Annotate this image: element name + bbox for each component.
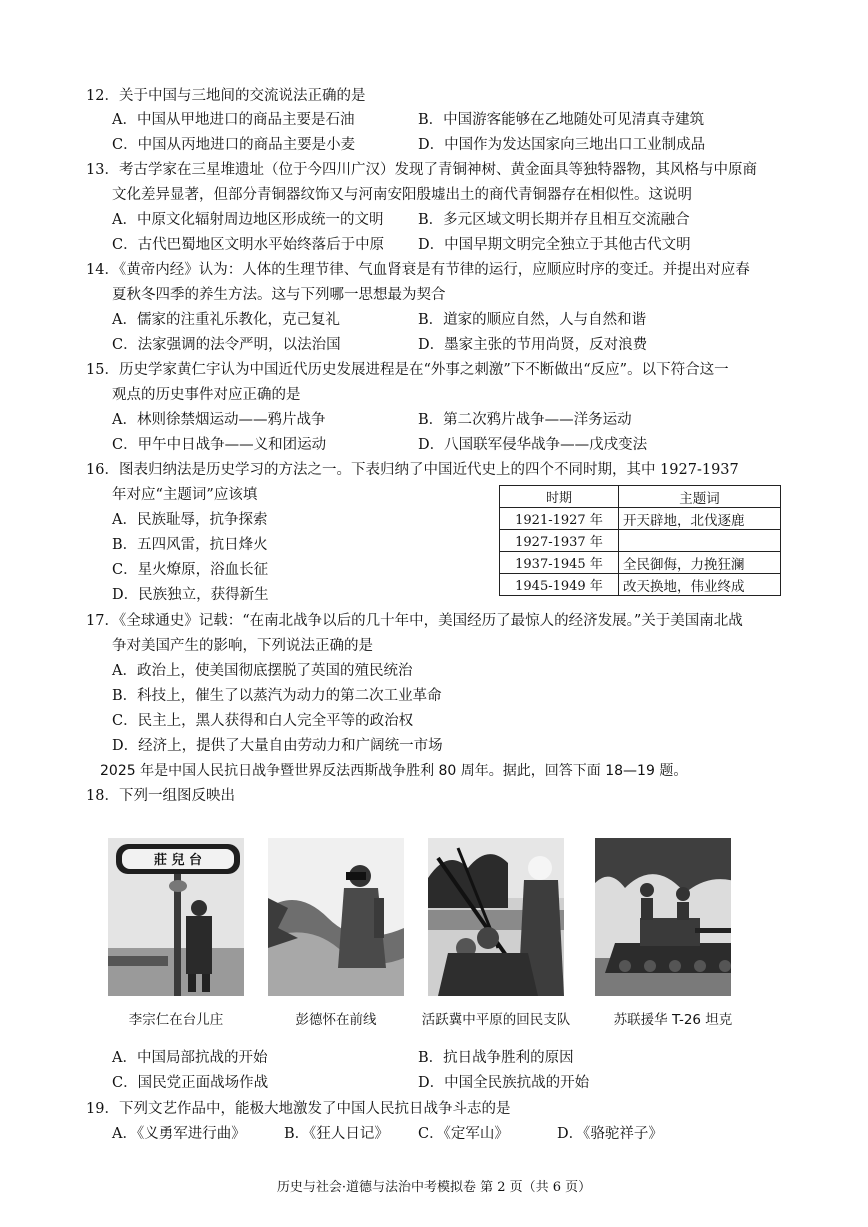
caption-peng-dehuai: 彭德怀在前线: [295, 1012, 377, 1028]
table-cell-theme-blank: [619, 530, 781, 552]
q18-option-b: B．抗日战争胜利的原因: [418, 1050, 574, 1066]
q18-option-d: D．中国全民族抗战的开始: [418, 1075, 590, 1091]
q14-stem-line1: 14．《黄帝内经》认为：人体的生理节律、气血肾衰是有节律的运行，应顺应时序的变迁。并提出对应春: [86, 262, 750, 278]
q16-option-c: C．星火燎原，浴血长征: [112, 562, 269, 578]
caption-hui-detachment: 活跃冀中平原的回民支队: [421, 1012, 571, 1028]
q12-option-b: B．中国游客能够在乙地随处可见清真寺建筑: [418, 112, 705, 128]
q14-stem-line2: 夏秋冬四季的养生方法。这与下列哪一思想最为契合: [112, 287, 446, 303]
q17-option-a: A．政治上，使美国彻底摆脱了英国的殖民统治: [112, 663, 413, 679]
q15-option-c: C．甲午中日战争——义和团运动: [112, 437, 327, 453]
table-cell-period: 1927-1937 年: [500, 530, 619, 552]
q16-option-b: B．五四风雷，抗日烽火: [112, 537, 268, 553]
q15-option-d: D．八国联军侵华战争——戊戌变法: [418, 437, 648, 453]
table-row: [500, 552, 781, 574]
q16-option-a: A．民族耻辱，抗争探索: [112, 512, 268, 528]
q16-option-d: D．民族独立，获得新生: [112, 587, 269, 603]
table-header-row: [500, 486, 781, 508]
q14-option-b: B．道家的顺应自然，人与自然和谐: [418, 312, 647, 328]
q13-option-b: B．多元区域文明长期并存且相互交流融合: [418, 212, 690, 228]
q12-option-a: A．中国从甲地进口的商品主要是石油: [112, 112, 355, 128]
photo-hui-detachment: [428, 838, 564, 996]
q15-option-a: A．林则徐禁烟运动——鸦片战争: [112, 412, 326, 428]
table-header-theme: 主题词: [619, 486, 781, 508]
q18-option-c: C．国民党正面战场作战: [112, 1075, 269, 1091]
table-header-period: 时期: [500, 486, 619, 508]
table-row: [500, 508, 781, 530]
q13-option-d: D．中国早期文明完全独立于其他古代文明: [418, 237, 691, 253]
q12-stem: 12．关于中国与三地间的交流说法正确的是: [86, 88, 366, 104]
table-cell-theme: 改天换地，伟业终成: [619, 574, 781, 596]
q19-stem: 19．下列文艺作品中，能极大地激发了中国人民抗日战争斗志的是: [86, 1101, 511, 1117]
q17-stem-line1: 17．《全球通史》记载：“在南北战争以后的几十年中，美国经历了最惊人的经济发展。”关于美国南北战: [86, 613, 743, 629]
sign-text: 莊 兒 台: [153, 853, 203, 868]
q18-stem: 18．下列一组图反映出: [86, 788, 235, 804]
q18-option-a: A．中国局部抗战的开始: [112, 1050, 268, 1066]
table-cell-theme: 全民御侮，力挽狂澜: [619, 552, 781, 574]
q17-option-d: D．经济上，提供了大量自由劳动力和广阔统一市场: [112, 738, 443, 754]
q17-option-b: B．科技上，催生了以蒸汽为动力的第二次工业革命: [112, 688, 442, 704]
caption-li-zongren: 李宗仁在台儿庄: [128, 1012, 224, 1028]
photo-t26-tank: [595, 838, 731, 996]
table-cell-period: 1921-1927 年: [500, 508, 619, 530]
q15-option-b: B．第二次鸦片战争——洋务运动: [418, 412, 632, 428]
q14-option-d: D．墨家主张的节用尚贤，反对浪费: [418, 337, 648, 353]
photo-li-zongren: [108, 838, 244, 996]
q13-stem-line1: 13．考古学家在三星堆遗址（位于今四川广汉）发现了青铜神树、黄金面具等独特器物，其风格与中原商: [86, 162, 757, 178]
q12-option-d: D．中国作为发达国家向三地出口工业制成品: [418, 137, 706, 153]
section-intro: 2025 年是中国人民抗日战争暨世界反法西斯战争胜利 80 周年。据此，回答下面 18—19 题。: [100, 763, 688, 779]
q13-option-a: A．中原文化辐射周边地区形成统一的文明: [112, 212, 384, 228]
q17-stem-line2: 争对美国产生的影响，下列说法正确的是: [112, 638, 373, 654]
q14-option-c: C．法家强调的法令严明，以法治国: [112, 337, 341, 353]
table-cell-period: 1937-1945 年: [500, 552, 619, 574]
q15-stem-line1: 15．历史学家黄仁宇认为中国近代历史发展进程是在“外事之刺激”下不断做出“反应”。以下符合这一: [86, 362, 729, 378]
q13-option-c: C．古代巴蜀地区文明水平始终落后于中原: [112, 237, 385, 253]
q16-period-table: [499, 485, 781, 596]
photo-peng-dehuai: [268, 838, 404, 996]
page-footer: 历史与社会·道德与法治中考模拟卷 第 2 页（共 6 页）: [276, 1180, 592, 1195]
q17-option-c: C．民主上，黑人获得和白人完全平等的政治权: [112, 713, 414, 729]
q19-option-a: A．《义勇军进行曲》: [112, 1126, 246, 1142]
table-cell-theme: 开天辟地，北伐逐鹿: [619, 508, 781, 530]
q19-option-c: C．《定军山》: [418, 1126, 509, 1142]
q13-stem-line2: 文化差异显著，但部分青铜器纹饰又与河南安阳殷墟出土的商代青铜器存在相似性。这说明: [112, 187, 692, 203]
q16-stem-line2: 年对应“主题词”应该填: [112, 487, 258, 503]
table-row: [500, 530, 781, 552]
q16-stem-line1: 16．图表归纳法是历史学习的方法之一。下表归纳了中国近代史上的四个不同时期，其中 1927-1937: [86, 462, 739, 478]
q12-option-c: C．中国从丙地进口的商品主要是小麦: [112, 137, 356, 153]
q19-option-b: B．《狂人日记》: [284, 1126, 389, 1142]
caption-t26-tank: 苏联援华 T-26 坦克: [613, 1012, 733, 1028]
table-row: [500, 574, 781, 596]
q14-option-a: A．儒家的注重礼乐教化，克己复礼: [112, 312, 340, 328]
q19-option-d: D．《骆驼祥子》: [557, 1126, 663, 1142]
table-cell-period: 1945-1949 年: [500, 574, 619, 596]
q15-stem-line2: 观点的历史事件对应正确的是: [112, 387, 301, 403]
